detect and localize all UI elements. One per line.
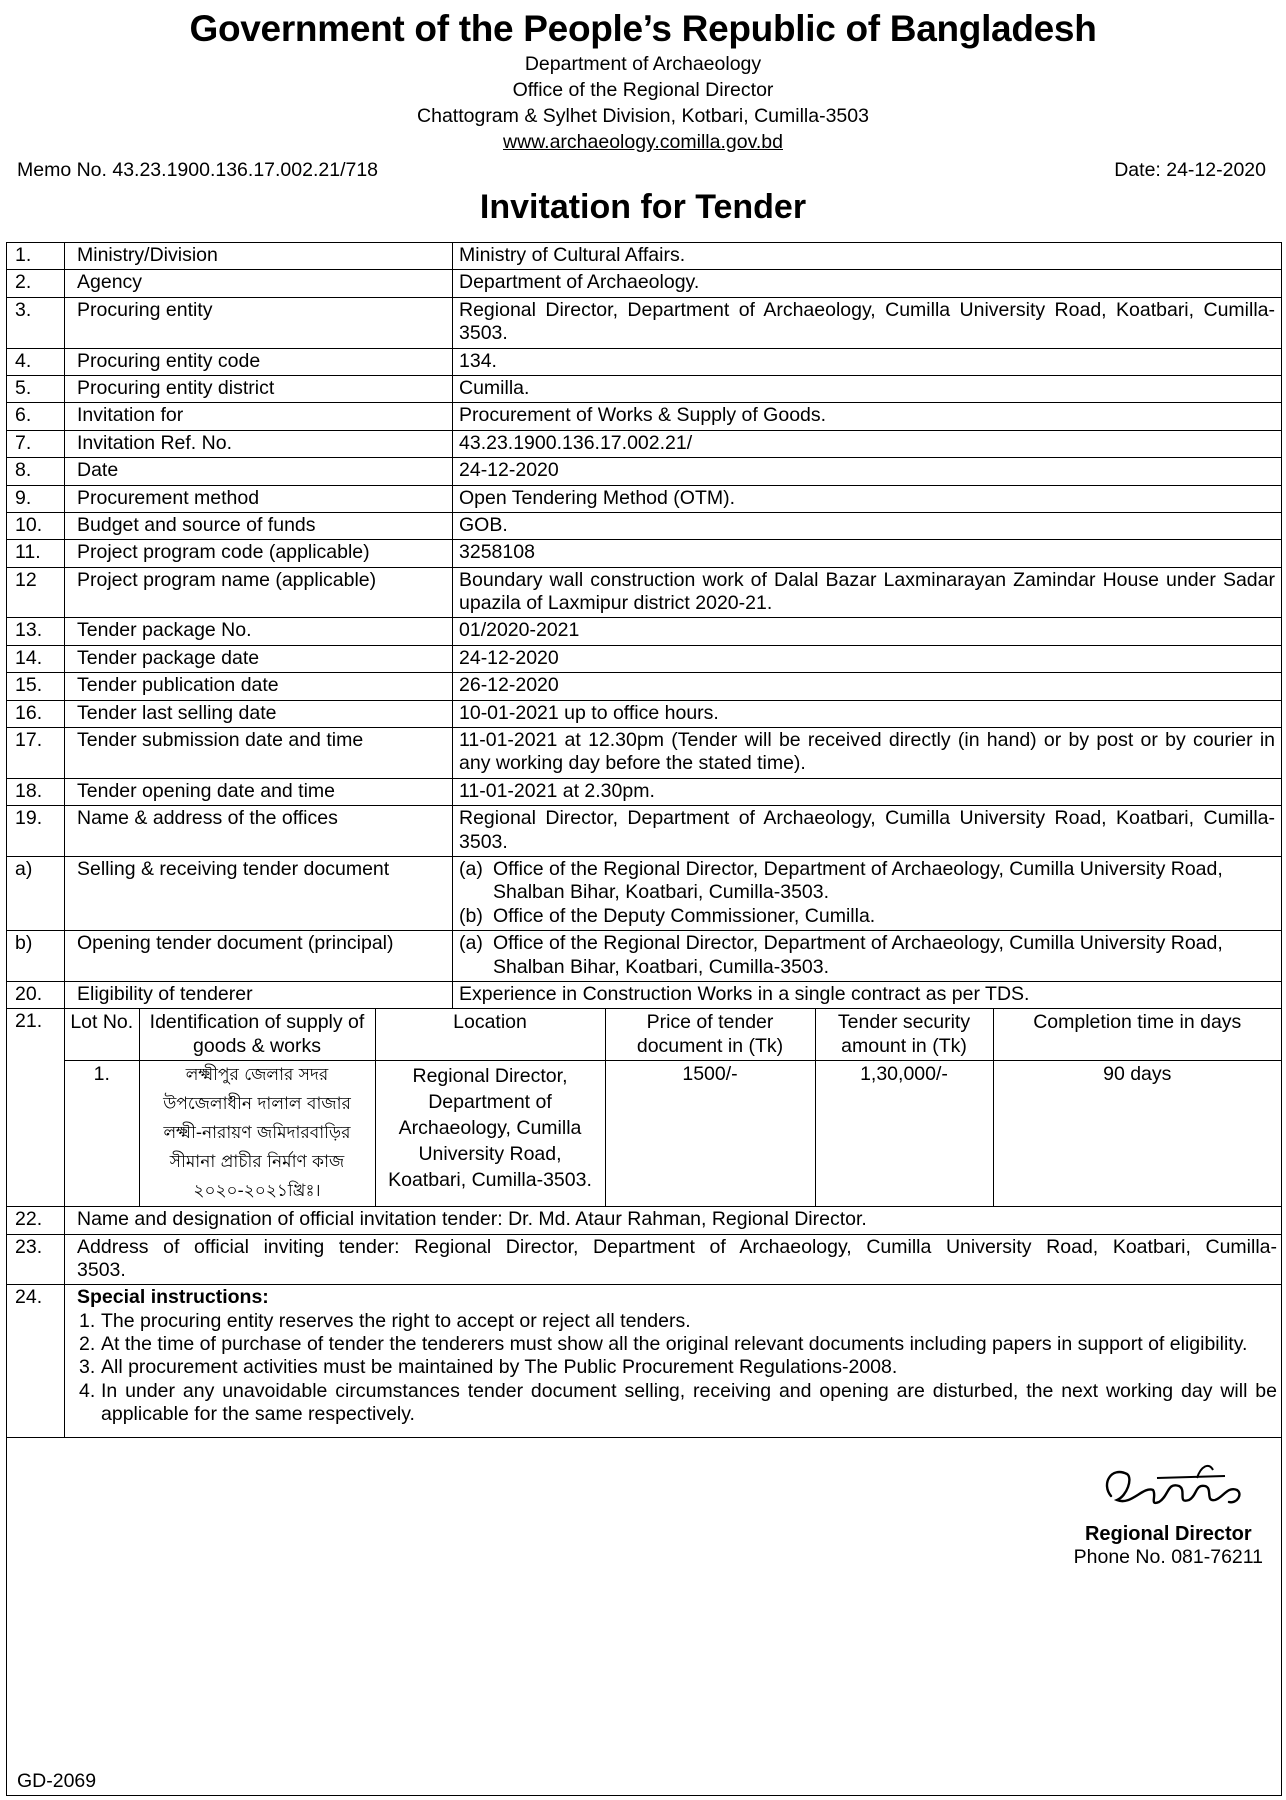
row-number: 17. <box>7 728 65 779</box>
row-label: Procuring entity code <box>65 348 453 375</box>
row-label: Agency <box>65 270 453 297</box>
row-number: 9. <box>7 485 65 512</box>
instructions-list <box>77 1310 1277 1427</box>
row-label: Tender publication date <box>65 673 453 700</box>
row-value: Cumilla. <box>453 375 1282 402</box>
row-value: 11-01-2021 at 2.30pm. <box>453 778 1282 805</box>
memo-date: Date: 24-12-2020 <box>1114 158 1266 181</box>
row-number: 1. <box>7 243 65 270</box>
table-row <box>7 348 1282 375</box>
row-label: Invitation for <box>65 403 453 430</box>
row-label: Ministry/Division <box>65 243 453 270</box>
list-item: 3. All procurement activities must be maintained by The Public Procurement Regulations-2008. <box>79 1356 898 1379</box>
table-row <box>7 728 1282 779</box>
row-number: 4. <box>7 348 65 375</box>
table-row <box>7 540 1282 567</box>
table-row <box>7 297 1282 348</box>
row-value: 11-01-2021 at 12.30pm (Tender will be received directly (in hand) or by post or by courier in any working day before the stated time). <box>453 728 1282 779</box>
memo-number: Memo No. 43.23.1900.136.17.002.21/718 <box>17 158 379 181</box>
row-label: Tender package No. <box>65 618 453 645</box>
header-line-3: Chattogram & Sylhet Division, Kotbari, Cumilla-3503 <box>417 104 869 127</box>
row-label: Procuring entity <box>65 297 453 348</box>
table-row <box>7 485 1282 512</box>
row-number: 6. <box>7 403 65 430</box>
row-label: Tender package date <box>65 645 453 672</box>
tender-details-table <box>6 242 1282 1438</box>
lot-header-row: Lot No. Identification of supply of goods & works Location Price of tender document in (Tk) Tender security amount in (Tk) Completion time in days <box>65 1009 1281 1060</box>
table-row: 20. Eligibility of tenderer Experience in Construction Works in a single contract as per TDS. <box>7 981 1282 1008</box>
row-value: Open Tendering Method (OTM). <box>453 485 1282 512</box>
gd-code: GD-2069 <box>17 1769 97 1792</box>
document-header <box>0 8 1286 155</box>
row-number: 15. <box>7 673 65 700</box>
table-row <box>7 458 1282 485</box>
table-row: b) Opening tender document (principal) (a) Office of the Regional Director, Department of Archaeology, Cumilla University Road, Shalban Bihar, Koatbari, Cumilla-3503. <box>7 931 1282 982</box>
row-number: 19. <box>7 806 65 857</box>
signatory-phone: Phone No. 081-76211 <box>1073 1546 1263 1568</box>
row-label: Project program name (applicable) <box>65 567 453 618</box>
row-label: Project program code (applicable) <box>65 540 453 567</box>
signatory <box>1074 1522 1263 1569</box>
row-value: Regional Director, Department of Archaeology, Cumilla University Road, Koatbari, Cumilla-3503. <box>453 806 1282 857</box>
row-number: 3. <box>7 297 65 348</box>
row-label: Procuring entity district <box>65 375 453 402</box>
row-value: 26-12-2020 <box>453 673 1282 700</box>
signature-icon <box>1097 1456 1247 1522</box>
table-row <box>7 430 1282 457</box>
row-label: Date <box>65 458 453 485</box>
table-row <box>7 806 1282 857</box>
table-row <box>7 243 1282 270</box>
row-value: Ministry of Cultural Affairs. <box>453 243 1282 270</box>
table-row <box>7 673 1282 700</box>
row-number: 12 <box>7 567 65 618</box>
row-number: 5. <box>7 375 65 402</box>
table-row <box>7 567 1282 618</box>
row-label: Procurement method <box>65 485 453 512</box>
row-value: Department of Archaeology. <box>453 270 1282 297</box>
header-line-2: Office of the Regional Director <box>512 78 774 101</box>
table-row-instructions: 24. Special instructions: 1. The procuring entity reserves the right to accept or reject all tenders. 2. At the time of purchase of tender the tenderers must show all the original relevant documents including papers in support of eligibility. 3. All procurement activities must be maintained by The Public Procurement Regulations-2008. 4. In under any unavoidable circumstances tender document selling, receiving and opening are disturbed, the next working day will be applicable for the same respectively. <box>7 1285 1282 1437</box>
row-number: 2. <box>7 270 65 297</box>
row-label: Name & address of the offices <box>65 806 453 857</box>
row-number: 14. <box>7 645 65 672</box>
table-row <box>7 700 1282 727</box>
row-value: Regional Director, Department of Archaeology, Cumilla University Road, Koatbari, Cumilla-3503. <box>453 297 1282 348</box>
row-label: Invitation Ref. No. <box>65 430 453 457</box>
row-number: 10. <box>7 512 65 539</box>
table-row <box>7 375 1282 402</box>
row-label: Tender submission date and time <box>65 728 453 779</box>
row-value: 24-12-2020 <box>453 645 1282 672</box>
row-number: 18. <box>7 778 65 805</box>
list-item: 1. The procuring entity reserves the right to accept or reject all tenders. <box>79 1309 691 1332</box>
row-value: Boundary wall construction work of Dalal Bazar Laxminarayan Zamindar House under Sadar upazila of Laxmipur district 2020-21. <box>453 567 1282 618</box>
website-link[interactable]: www.archaeology.comilla.gov.bd <box>503 130 783 153</box>
row-number: 7. <box>7 430 65 457</box>
row-value: 10-01-2021 up to office hours. <box>453 700 1282 727</box>
table-row <box>7 512 1282 539</box>
row-label: Tender opening date and time <box>65 778 453 805</box>
table-row-lot: 21. Lot No. Identification of supply of goods & works Location Price of tender document in (Tk) Tender security amount in (Tk) Completion time in days 1. লক্ষ্মীপুর জেলার সদর উপজেলাধীন দালাল বাজার লক্ষ্মী-নারায়ণ জমিদারবাড়ির সীমানা প্রাচীর নির্মাণ কাজ ২০২০-২০২১খ্রিঃ। Regional Director, Department of Archaeology, Cumilla University Road, Koatbari, Cumilla-3503. 1500/- 1,30,000/- 90 days <box>7 1009 1282 1207</box>
table-row <box>7 270 1282 297</box>
government-title: Government of the People’s Republic of Bangladesh <box>189 8 1097 49</box>
list-item: (b) Office of the Deputy Commissioner, Cumilla. <box>459 904 876 927</box>
row-value: 24-12-2020 <box>453 458 1282 485</box>
list-item: (a) Office of the Regional Director, Department of Archaeology, Cumilla University Road, Shalban Bihar, Koatbari, Cumilla-3503. <box>459 932 1223 978</box>
list-item: 4. In under any unavoidable circumstances tender document selling, receiving and opening are disturbed, the next working day will be applicable for the same respectively. <box>79 1379 1277 1426</box>
row-number: 11. <box>7 540 65 567</box>
signature-block <box>6 1438 1282 1796</box>
row-value: 134. <box>453 348 1282 375</box>
row-number: 16. <box>7 700 65 727</box>
header-line-1: Department of Archaeology <box>524 52 762 75</box>
lot-table <box>65 1009 1281 1206</box>
row-value: 01/2020-2021 <box>453 618 1282 645</box>
row-label: Tender last selling date <box>65 700 453 727</box>
memo-row <box>0 159 1286 183</box>
table-row: a) Selling & receiving tender document (a) Office of the Regional Director, Department of Archaeology, Cumilla University Road, Shalban Bihar, Koatbari, Cumilla-3503. (b) Office of the Deputy Commissioner, Cumilla. <box>7 856 1282 930</box>
signatory-role: Regional Director <box>1084 1523 1252 1545</box>
table-row: 22. Name and designation of official invitation tender: Dr. Md. Ataur Rahman, Regional Director. <box>7 1207 1282 1234</box>
table-row <box>7 403 1282 430</box>
list-item: 2. At the time of purchase of tender the tenderers must show all the original relevant documents including papers in support of eligibility. <box>79 1333 1248 1356</box>
lot-row: 1. লক্ষ্মীপুর জেলার সদর উপজেলাধীন দালাল বাজার লক্ষ্মী-নারায়ণ জমিদারবাড়ির সীমানা প্রাচীর নির্মাণ কাজ ২০২০-২০২১খ্রিঃ। Regional Director, Department of Archaeology, Cumilla University Road, Koatbari, Cumilla-3503. 1500/- 1,30,000/- 90 days <box>65 1061 1281 1207</box>
row-label: Budget and source of funds <box>65 512 453 539</box>
row-value: Procurement of Works & Supply of Goods. <box>453 403 1282 430</box>
table-row: 23. Address of official inviting tender: Regional Director, Department of Archaeology, Cumilla University Road, Koatbari, Cumilla-3503. <box>7 1234 1282 1285</box>
list-item: (a) Office of the Regional Director, Department of Archaeology, Cumilla University Road, Shalban Bihar, Koatbari, Cumilla-3503. <box>459 857 1223 904</box>
table-row <box>7 645 1282 672</box>
row-value: 3258108 <box>453 540 1282 567</box>
row-number: 8. <box>7 458 65 485</box>
document-heading: Invitation for Tender <box>479 187 807 226</box>
row-number: 13. <box>7 618 65 645</box>
row-value: 43.23.1900.136.17.002.21/ <box>453 430 1282 457</box>
row-value: GOB. <box>453 512 1282 539</box>
table-row <box>7 618 1282 645</box>
table-row <box>7 778 1282 805</box>
instructions-title: Special instructions: <box>77 1286 269 1309</box>
